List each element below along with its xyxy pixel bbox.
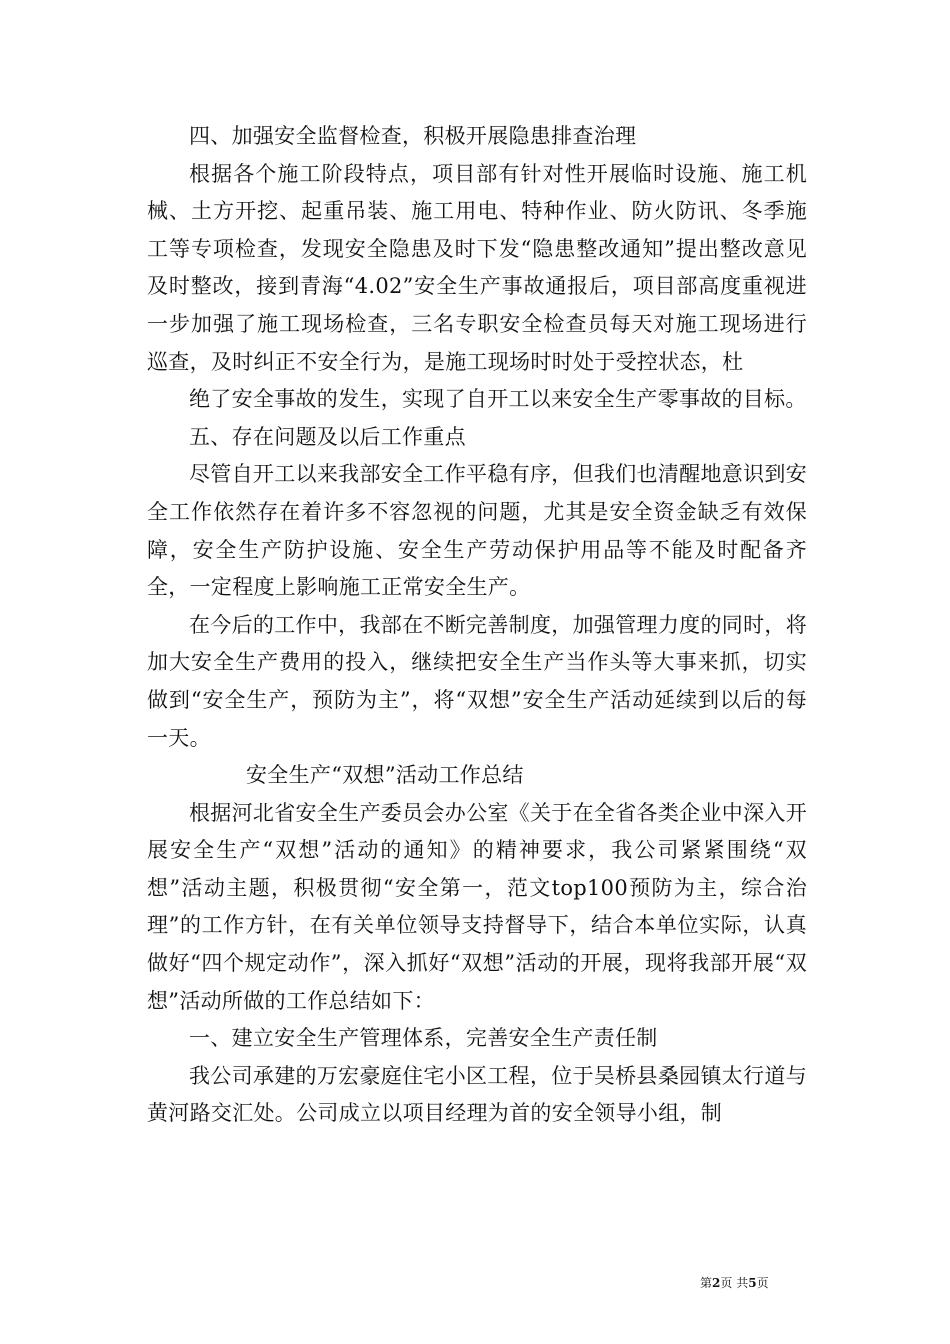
total-page-number: 5 [748, 1276, 757, 1290]
page-footer [700, 1275, 840, 1291]
footer-middle: 页 共 [720, 1276, 749, 1290]
footer-suffix: 页 [756, 1276, 769, 1290]
document-body [147, 118, 807, 1133]
document-subtitle: 安全生产“双想”活动工作总结 [246, 763, 524, 788]
current-page-number: 2 [712, 1276, 721, 1290]
paragraph: 尽管自开工以来我部安全工作平稳有序，但我们也清醒地意识到安全工作依然存在着许多不容忽视的问题，尤其是安全资金缺乏有效保障，安全生产防护设施、安全生产劳动保护用品等不能及时配备齐全，一定程度上影响施工正常安全生产。 [147, 462, 807, 600]
paragraph: 我公司承建的万宏豪庭住宅小区工程，位于吴桥县桑园镇太行道与黄河路交汇处。公司成立以项目经理为首的安全领导小组，制 [147, 1063, 807, 1126]
paragraph: 在今后的工作中，我部在不断完善制度，加强管理力度的同时，将加大安全生产费用的投入，继续把安全生产当作头等大事来抓，切实做到“安全生产，预防为主”，将“双想”安全生产活动延续到以后的每一天。 [147, 612, 807, 750]
section-heading-1: 一、建立安全生产管理体系，完善安全生产责任制 [189, 1026, 658, 1051]
paragraph: 绝了安全事故的发生，实现了自开工以来安全生产零事故的目标。 [189, 387, 807, 412]
paragraph: 根据河北省安全生产委员会办公室《关于在全省各类企业中深入开展安全生产“双想”活动的通知》的精神要求，我公司紧紧围绕“双想”活动主题，积极贯彻“安全第一，范文top100预防为主，综合治理”的工作方针，在有关单位领导支持督导下，结合本单位实际，认真做好“四个规定动作”，深入抓好“双想”活动的开展，现将我部开展“双想”活动所做的工作总结如下： [147, 800, 807, 1013]
footer-prefix: 第 [700, 1276, 713, 1290]
section-heading-5: 五、存在问题及以后工作重点 [189, 424, 466, 449]
section-heading-4: 四、加强安全监督检查，积极开展隐患排查治理 [189, 124, 637, 148]
paragraph: 根据各个施工阶段特点，项目部有针对性开展临时设施、施工机械、土方开挖、起重吊装、施工用电、特种作业、防火防讯、冬季施工等专项检查，发现安全隐患及时下发“隐患整改通知”提出整改意见及时整改，接到青海“4.02”安全生产事故通报后，项目部高度重视进一步加强了施工现场检查，三名专职安全检查员每天对施工现场进行巡查，及时纠正不安全行为，是施工现场时时处于受控状态，杜 [147, 161, 807, 374]
